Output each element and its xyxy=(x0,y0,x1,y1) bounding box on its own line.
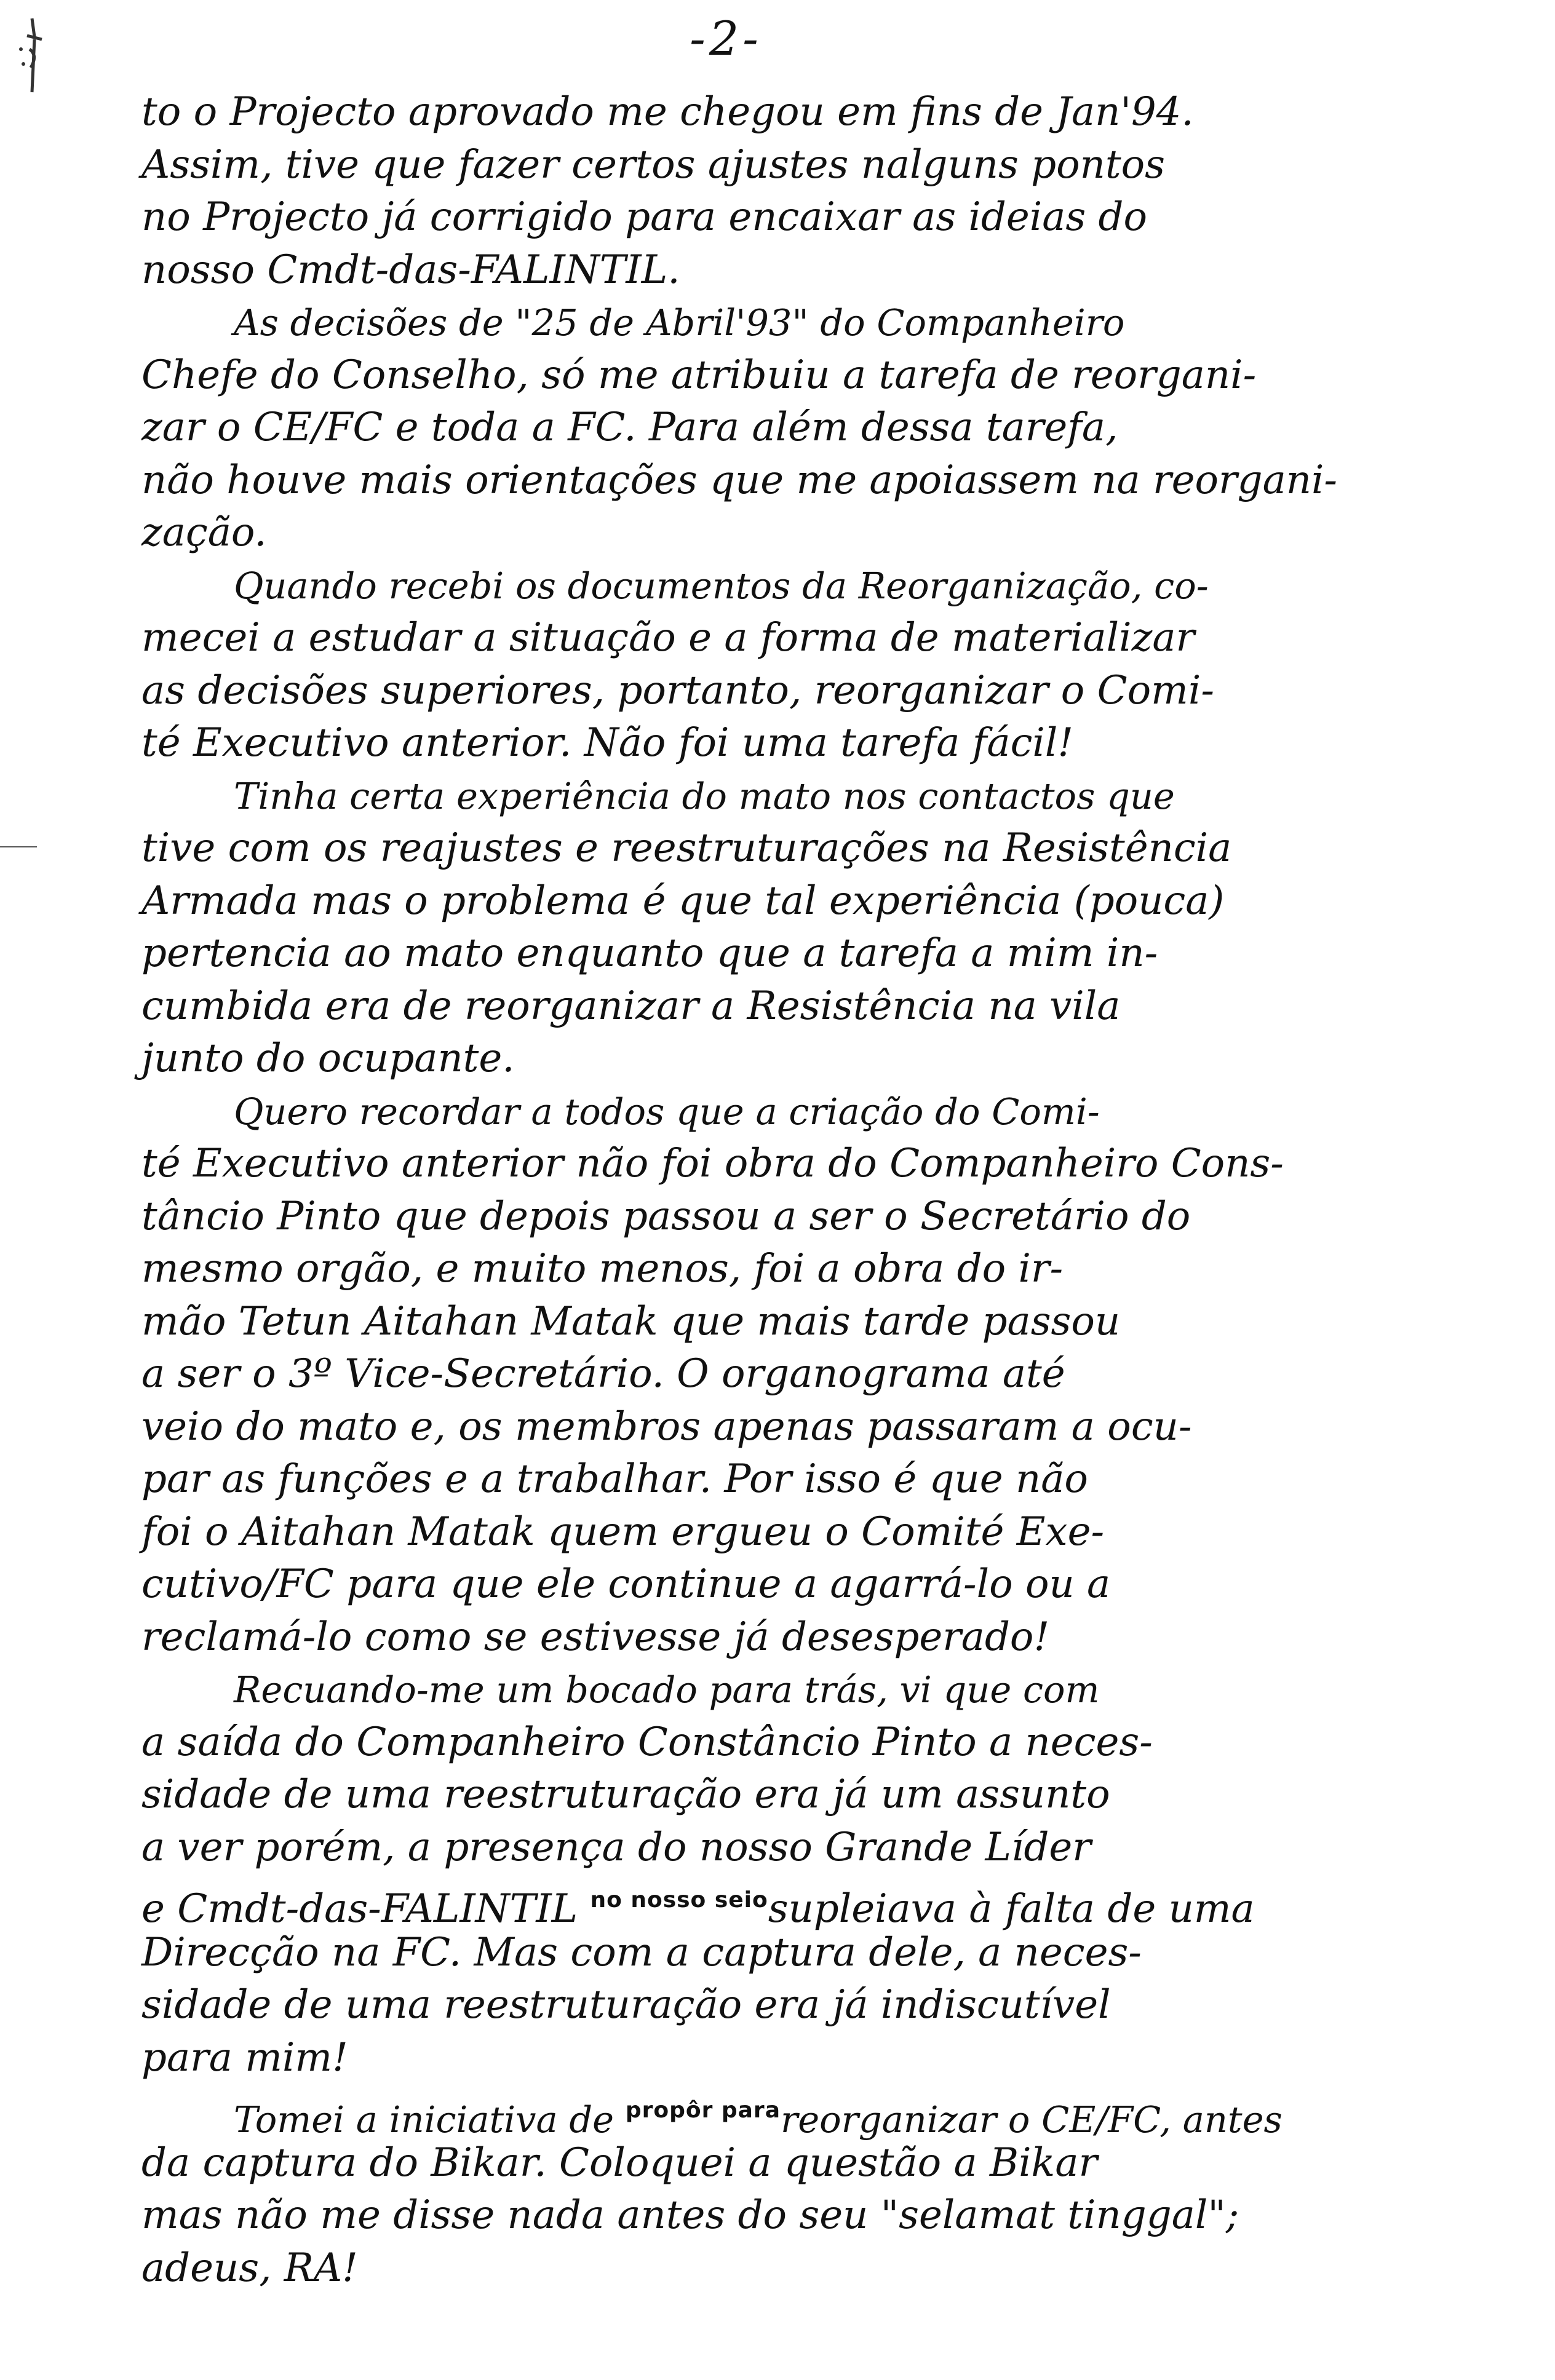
letter-line: Quero recordar a todos que a criação do Comi- xyxy=(234,1090,1100,1133)
letter-line: nosso Cmdt-das-FALINTIL. xyxy=(141,247,680,293)
page-number: -2- xyxy=(690,11,762,66)
letter-line: Chefe do Conselho, só me atribuiu a tarefa de reorgani- xyxy=(141,352,1257,398)
letter-line: Armada mas o problema é que tal experiência (pouca) xyxy=(141,878,1225,924)
letter-line xyxy=(141,1874,1452,1932)
letter-line: Assim, tive que fazer certos ajustes nalguns pontos xyxy=(141,141,1165,188)
letter-line: té Executivo anterior. Não foi uma tarefa fácil! xyxy=(141,720,1074,766)
letter-line: Tinha certa experiência do mato nos contactos que xyxy=(234,774,1175,817)
handwritten-letter-body xyxy=(141,86,1452,2295)
letter-line: foi o Aitahan Matak quem ergueu o Comité Exe- xyxy=(141,1509,1105,1555)
letter-line: mecei a estudar a situação e a forma de materializar xyxy=(141,615,1195,660)
letter-line: zar o CE/FC e toda a FC. Para além dessa tarefa, xyxy=(141,405,1118,450)
letter-line: para mim! xyxy=(141,2034,348,2081)
letter-line: Quando recebi os documentos da Reorganização, co- xyxy=(234,564,1209,607)
margin-tick-mark xyxy=(0,846,37,847)
letter-line: a ser o 3º Vice-Secretário. O organograma até xyxy=(141,1351,1065,1397)
letter-line xyxy=(141,2084,1452,2141)
letter-line: adeus, RA! xyxy=(141,2245,358,2291)
letter-line: par as funções e a trabalhar. Por isso é que não xyxy=(141,1456,1088,1502)
line-text-rest: supleiava à falta de uma xyxy=(768,1886,1255,1932)
letter-line: no Projecto já corrigido para encaixar as ideias do xyxy=(141,194,1148,240)
letter-line: tâncio Pinto que depois passou a ser o Secretário do xyxy=(141,1193,1191,1239)
binding-hole-mark xyxy=(14,12,57,105)
letter-line: cumbida era de reorganizar a Resistência na vila xyxy=(141,983,1121,1029)
letter-line: a saída do Companheiro Constâncio Pinto a neces- xyxy=(141,1719,1153,1765)
line-text-start: e Cmdt-das-FALINTIL xyxy=(141,1886,591,1932)
letter-line: as decisões superiores, portanto, reorganizar o Comi- xyxy=(141,667,1214,713)
letter-line: té Executivo anterior não foi obra do Companheiro Cons- xyxy=(141,1141,1284,1186)
letter-line: reclamá-lo como se estivesse já desesperado! xyxy=(141,1614,1050,1660)
letter-line: mas não me disse nada antes do seu "selamat tinggal"; xyxy=(141,2192,1239,2238)
letter-line: pertencia ao mato enquanto que a tarefa a mim in- xyxy=(141,930,1158,976)
letter-line: sidade de uma reestruturação era já um assunto xyxy=(141,1772,1110,1817)
letter-line: a ver porém, a presença do nosso Grande Líder xyxy=(141,1824,1091,1870)
letter-line: to o Projecto aprovado me chegou em fins de Jan'94. xyxy=(141,89,1194,135)
letter-line: cutivo/FC para que ele continue a agarrá-lo ou a xyxy=(141,1561,1111,1607)
letter-line: não houve mais orientações que me apoiassem na reorgani- xyxy=(141,457,1338,503)
interlinear-insertion: no nosso seio xyxy=(590,1887,768,1913)
line-text-start: Tomei a iniciativa de xyxy=(234,2098,626,2141)
letter-line: sidade de uma reestruturação era já indiscutível xyxy=(141,1982,1111,2028)
letter-line: As decisões de "25 de Abril'93" do Companheiro xyxy=(234,301,1125,344)
interlinear-insertion: propôr para xyxy=(625,2098,781,2123)
letter-line: mão Tetun Aitahan Matak que mais tarde passou xyxy=(141,1298,1121,1344)
letter-line: Direcção na FC. Mas com a captura dele, a neces- xyxy=(141,1929,1142,1975)
letter-line: zação. xyxy=(141,510,267,555)
letter-line: mesmo orgão, e muito menos, foi a obra do ir- xyxy=(141,1246,1064,1291)
letter-line: junto do ocupante. xyxy=(141,1036,515,1081)
line-text-rest: reorganizar o CE/FC, antes xyxy=(780,2098,1283,2141)
letter-line: da captura do Bikar. Coloquei a questão a Bikar xyxy=(141,2140,1098,2186)
letter-line: Recuando-me um bocado para trás, vi que com xyxy=(234,1668,1100,1711)
letter-line: veio do mato e, os membros apenas passaram a ocu- xyxy=(141,1403,1192,1450)
letter-line: tive com os reajustes e reestruturações na Resistência xyxy=(141,825,1232,871)
